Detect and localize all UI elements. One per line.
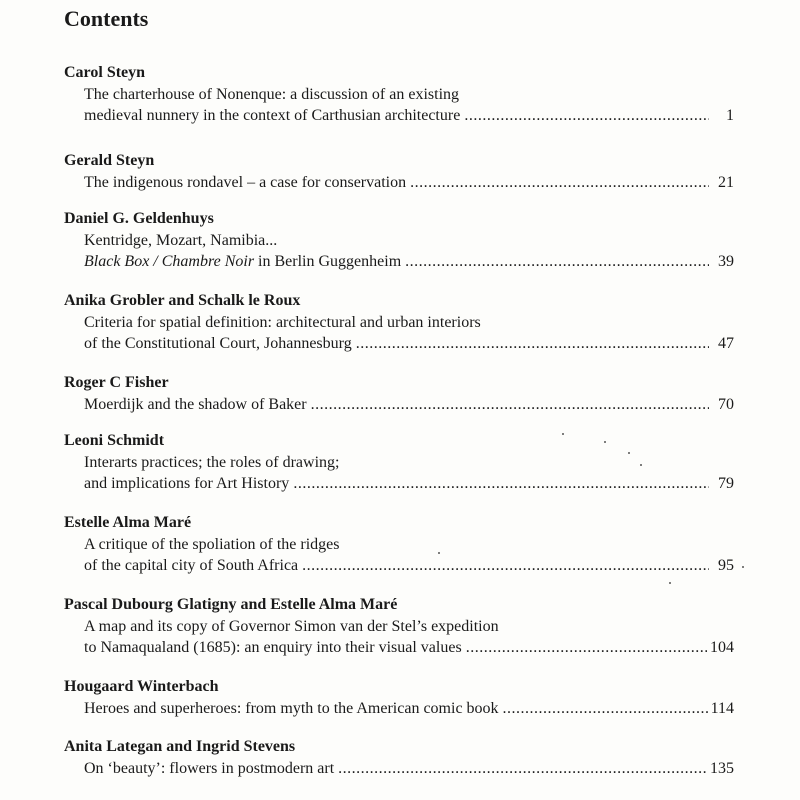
- entry-title-text: of the Constitutional Court, Johannesburg: [84, 335, 352, 352]
- entry-author: Hougaard Winterbach: [64, 678, 219, 695]
- page-number: 39: [718, 253, 734, 270]
- entry-title-text: Criteria for spatial definition: architectural and urban interiors: [84, 314, 481, 331]
- entry-title-text: medieval nunnery in the context of Carthusian architecture: [84, 107, 461, 124]
- page-number: 135: [710, 760, 734, 777]
- entry-title-line: [64, 698, 734, 719]
- toc-entry: [64, 62, 734, 126]
- dot-leader: [293, 473, 709, 494]
- entry-title-text: The charterhouse of Nonenque: a discussion of an existing: [84, 86, 460, 103]
- page-number: 104: [710, 639, 734, 656]
- entry-author: Estelle Alma Maré: [64, 514, 192, 531]
- entry-title-line: [64, 616, 734, 637]
- toc-entry: [64, 594, 734, 658]
- entry-title-line: [64, 473, 734, 494]
- entry-title-line: [64, 394, 734, 415]
- entry-title-line: [64, 230, 734, 251]
- page-number: 1: [726, 107, 734, 124]
- entry-title-line: [64, 637, 734, 658]
- dot-leader: [338, 758, 707, 779]
- entry-author: Roger C Fisher: [64, 374, 169, 391]
- entry-title-text: A map and its copy of Governor Simon van der Stel’s expedition: [84, 618, 499, 635]
- entry-author: Anita Lategan and Ingrid Stevens: [64, 738, 296, 755]
- dot-leader: [503, 698, 708, 719]
- scan-speck: [640, 464, 642, 466]
- scan-speck: [628, 452, 630, 454]
- entry-title-line: [64, 84, 734, 105]
- entry-author: Carol Steyn: [64, 64, 146, 81]
- dot-leader: [410, 172, 709, 193]
- scan-speck: [742, 566, 744, 568]
- entry-title-line: [64, 555, 734, 576]
- entry-title-line: [64, 105, 734, 126]
- entry-author: Gerald Steyn: [64, 152, 155, 169]
- entry-title-text: [84, 251, 401, 272]
- entry-title-text: The indigenous rondavel – a case for conservation: [84, 174, 407, 191]
- entry-title-text: Interarts practices; the roles of drawing;: [84, 454, 340, 471]
- dot-leader: [302, 555, 709, 576]
- entry-title-line: [64, 534, 734, 555]
- toc-entry: [64, 512, 734, 576]
- toc-entry: [64, 208, 734, 272]
- scan-speck: [669, 582, 671, 584]
- entry-title-rest: in Berlin Guggenheim: [254, 253, 402, 270]
- dot-leader: [464, 105, 709, 126]
- entry-title-text: Kentridge, Mozart, Namibia...: [84, 232, 278, 249]
- toc-entry: [64, 736, 734, 779]
- entry-title-line: [64, 172, 734, 193]
- page-number: 70: [718, 396, 734, 413]
- entry-title-text: A critique of the spoliation of the ridges: [84, 536, 340, 553]
- entry-title-text: On ‘beauty’: flowers in postmodern art: [84, 760, 335, 777]
- entry-author: Leoni Schmidt: [64, 432, 165, 449]
- page-number: 79: [718, 475, 734, 492]
- scan-speck: [604, 441, 606, 443]
- entry-title-line: [64, 452, 734, 473]
- dot-leader: [466, 637, 707, 658]
- entry-title-italic: Black Box / Chambre Noir: [84, 253, 255, 270]
- page-title: Contents: [64, 6, 149, 31]
- entry-title-text: Heroes and superheroes: from myth to the American comic book: [84, 700, 499, 717]
- dot-leader: [356, 333, 709, 354]
- entry-author: Anika Grobler and Schalk le Roux: [64, 292, 301, 309]
- entry-title-text: Moerdijk and the shadow of Baker: [84, 396, 307, 413]
- entry-title-line: [64, 251, 734, 272]
- entry-title-line: [64, 758, 734, 779]
- scan-speck: [562, 433, 564, 435]
- toc-entry: [64, 150, 734, 193]
- entry-author: Daniel G. Geldenhuys: [64, 210, 214, 227]
- entry-title-text: and implications for Art History: [84, 475, 290, 492]
- page-number: 95: [718, 557, 734, 574]
- toc-entry: [64, 372, 734, 415]
- entry-title-line: [64, 312, 734, 333]
- entry-author: Pascal Dubourg Glatigny and Estelle Alma Maré: [64, 596, 398, 613]
- page-number: 114: [710, 700, 734, 717]
- page-number: 47: [718, 335, 734, 352]
- toc-entry: [64, 430, 734, 494]
- entry-title-text: to Namaqualand (1685): an enquiry into their visual values: [84, 639, 462, 656]
- page-number: 21: [718, 174, 734, 191]
- entry-title-line: [64, 333, 734, 354]
- toc-entry: [64, 290, 734, 354]
- scan-speck: [438, 552, 440, 554]
- toc-entry: [64, 676, 734, 719]
- entry-title-text: of the capital city of South Africa: [84, 557, 299, 574]
- dot-leader: [405, 251, 709, 272]
- dot-leader: [311, 394, 709, 415]
